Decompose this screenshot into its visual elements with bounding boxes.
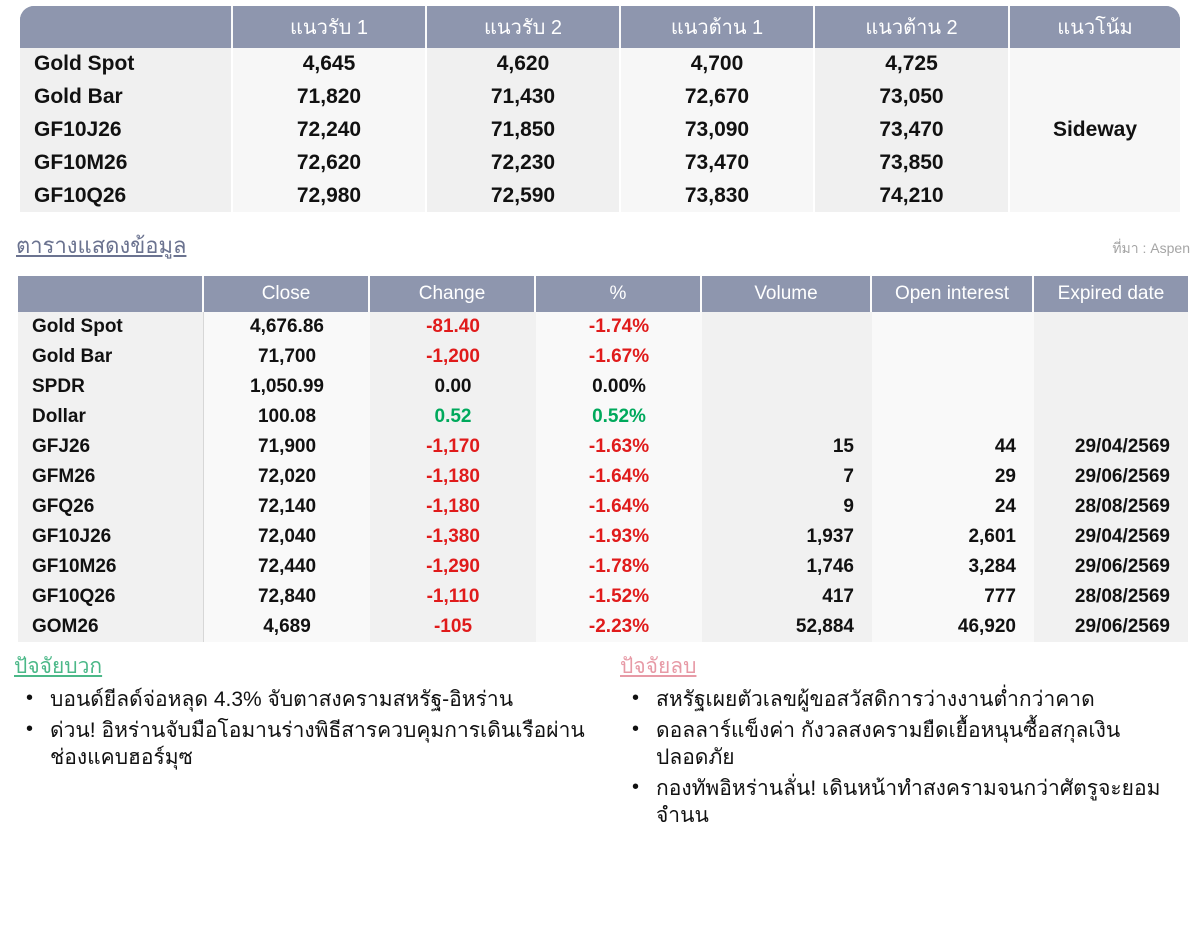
list-item: • สหรัฐเผยตัวเลขผู้ขอสวัสดิการว่างงานต่ำกว่าคาด <box>620 687 1190 714</box>
close-cell: 4,689 <box>263 616 311 637</box>
open-interest-cell: 24 <box>994 496 1016 517</box>
trend-value: Sideway <box>1052 118 1138 141</box>
open-interest-cell: 44 <box>994 436 1016 457</box>
close-cell: 1,050.99 <box>250 376 324 397</box>
data-header-blank <box>18 276 204 312</box>
percent-cell: -1.64% <box>588 496 650 517</box>
close-cell: 71,900 <box>257 436 317 457</box>
summary-value-cell: 71,430 <box>490 85 556 109</box>
percent-cell: -1.52% <box>588 586 650 607</box>
summary-header-resistance-1: แนวต้าน 1 <box>621 6 815 48</box>
summary-value-cell: 71,850 <box>490 117 556 141</box>
expired-date-cell <box>1034 342 1188 372</box>
data-column-change <box>370 312 536 642</box>
summary-name-cell: Gold Spot <box>34 52 135 76</box>
change-cell: -1,170 <box>426 436 480 457</box>
data-name-cell: GF10M26 <box>32 556 117 577</box>
summary-value-cell: 72,240 <box>296 117 362 141</box>
data-table-header-row <box>18 276 1188 312</box>
data-name-cell: GF10J26 <box>32 526 112 547</box>
summary-header-support-2: แนวรับ 2 <box>427 6 621 48</box>
percent-cell: -1.67% <box>588 346 650 367</box>
volume-cell: 7 <box>843 466 854 487</box>
change-cell: 0.52 <box>434 406 472 427</box>
expired-date-cell: 29/06/2569 <box>1074 466 1170 487</box>
summary-name-cell: GF10Q26 <box>34 183 127 207</box>
negative-factors-list <box>620 687 1190 829</box>
expired-date-cell: 29/04/2569 <box>1074 436 1170 457</box>
percent-cell: 0.00% <box>592 376 646 397</box>
summary-header-support-1: แนวรับ 1 <box>233 6 427 48</box>
volume-cell: 417 <box>822 586 854 607</box>
summary-column-trend <box>1010 48 1180 212</box>
percent-cell: -1.93% <box>588 526 650 547</box>
percent-cell: -1.78% <box>588 556 650 577</box>
close-cell: 72,440 <box>257 556 317 577</box>
percent-cell: -2.23% <box>588 616 650 637</box>
negative-factors-column <box>620 650 1190 833</box>
summary-value-cell: 72,620 <box>296 150 362 174</box>
volume-cell: 1,937 <box>806 526 854 547</box>
close-cell: 72,840 <box>257 586 317 607</box>
summary-value-cell: 73,050 <box>879 85 944 109</box>
summary-value-cell: 4,620 <box>496 52 550 76</box>
volume-cell: 9 <box>843 496 854 517</box>
support-resistance-table <box>20 6 1180 212</box>
expired-date-cell: 29/06/2569 <box>1074 616 1170 637</box>
percent-cell: -1.64% <box>588 466 650 487</box>
data-column-expired-date <box>1034 312 1188 642</box>
volume-cell <box>702 312 872 342</box>
percent-cell: 0.52% <box>592 406 646 427</box>
summary-value-cell: 73,830 <box>684 183 750 207</box>
data-name-cell: GFJ26 <box>32 436 91 457</box>
summary-value-cell: 73,470 <box>879 117 944 141</box>
change-cell: -81.40 <box>426 316 480 337</box>
open-interest-cell <box>872 312 1034 342</box>
summary-name-cell: Gold Bar <box>34 85 123 109</box>
close-cell: 4,676.86 <box>250 316 324 337</box>
open-interest-cell: 46,920 <box>957 616 1016 637</box>
summary-column-name <box>20 48 233 212</box>
data-column-volume <box>702 312 872 642</box>
summary-value-cell: 74,210 <box>879 183 944 207</box>
data-column-open-interest <box>872 312 1034 642</box>
volume-cell <box>702 402 872 432</box>
data-table-body <box>18 312 1188 642</box>
expired-date-cell: 29/04/2569 <box>1074 526 1170 547</box>
volume-cell <box>702 342 872 372</box>
summary-value-cell: 73,090 <box>684 117 750 141</box>
expired-date-cell: 28/08/2569 <box>1074 496 1170 517</box>
expired-date-cell: 28/08/2569 <box>1074 586 1170 607</box>
volume-cell <box>702 372 872 402</box>
summary-value-cell: 72,980 <box>296 183 362 207</box>
open-interest-cell <box>872 402 1034 432</box>
data-header-expired-date: Expired date <box>1034 276 1188 312</box>
source-label: ที่มา : Aspen <box>1112 240 1190 256</box>
list-item: • ดอลลาร์แข็งค่า กังวลสงครามยืดเยื้อหนุนซื้อสกุลเงินปลอดภัย <box>620 718 1190 772</box>
change-cell: -1,200 <box>426 346 480 367</box>
data-column-percent <box>536 312 702 642</box>
data-name-cell: GOM26 <box>32 616 99 637</box>
expired-date-cell: 29/06/2569 <box>1074 556 1170 577</box>
close-cell: 72,040 <box>257 526 317 547</box>
data-name-cell: Dollar <box>32 406 86 427</box>
summary-value-cell: 72,230 <box>490 150 556 174</box>
summary-table-header-row <box>20 6 1180 48</box>
data-header-open-interest: Open interest <box>872 276 1034 312</box>
expired-date-cell <box>1034 372 1188 402</box>
market-data-table <box>18 276 1188 642</box>
open-interest-cell <box>872 372 1034 402</box>
summary-table-body <box>20 48 1180 212</box>
open-interest-cell: 29 <box>994 466 1016 487</box>
change-cell: -1,290 <box>426 556 480 577</box>
summary-column-resistance-2 <box>815 48 1010 212</box>
list-item: • ด่วน! อิหร่านจับมือโอมานร่างพิธีสารควบคุมการเดินเรือผ่านช่องแคบฮอร์มุซ <box>14 718 594 772</box>
positive-factors-list <box>14 687 594 772</box>
summary-name-cell: GF10M26 <box>34 150 128 174</box>
summary-value-cell: 72,670 <box>684 85 750 109</box>
list-item: • กองทัพอิหร่านลั่น! เดินหน้าทำสงครามจนกว่าศัตรูจะยอมจำนน <box>620 776 1190 830</box>
volume-cell: 52,884 <box>795 616 854 637</box>
open-interest-cell: 2,601 <box>968 526 1016 547</box>
summary-value-cell: 73,850 <box>879 150 944 174</box>
expired-date-cell <box>1034 312 1188 342</box>
summary-value-cell: 72,590 <box>490 183 556 207</box>
expired-date-cell <box>1034 402 1188 432</box>
data-header-percent: % <box>536 276 702 312</box>
summary-column-resistance-1 <box>621 48 815 212</box>
data-column-close <box>204 312 370 642</box>
data-name-cell: SPDR <box>32 376 85 397</box>
summary-column-support-2 <box>427 48 621 212</box>
close-cell: 72,140 <box>257 496 317 517</box>
summary-column-support-1 <box>233 48 427 212</box>
close-cell: 100.08 <box>257 406 317 427</box>
summary-header-trend: แนวโน้ม <box>1010 6 1180 48</box>
percent-cell: -1.74% <box>588 316 650 337</box>
summary-header-blank <box>20 6 233 48</box>
list-item: • บอนด์ยีลด์จ่อหลุด 4.3% จับตาสงครามสหรัฐ-อิหร่าน <box>14 687 594 714</box>
summary-value-cell: 4,645 <box>302 52 356 76</box>
summary-value-cell: 4,725 <box>885 52 938 76</box>
data-column-name <box>18 312 204 642</box>
data-header-change: Change <box>370 276 536 312</box>
close-cell: 72,020 <box>257 466 317 487</box>
volume-cell: 15 <box>832 436 854 457</box>
summary-value-cell: 71,820 <box>296 85 362 109</box>
open-interest-cell: 777 <box>984 586 1016 607</box>
negative-factors-title: ปัจจัยลบ <box>620 655 697 678</box>
positive-factors-column <box>14 650 594 776</box>
open-interest-cell <box>872 342 1034 372</box>
summary-value-cell: 4,700 <box>690 52 744 76</box>
data-name-cell: GF10Q26 <box>32 586 116 607</box>
data-name-cell: GFM26 <box>32 466 96 487</box>
change-cell: -1,110 <box>426 586 480 607</box>
volume-cell: 1,746 <box>806 556 854 577</box>
open-interest-cell: 3,284 <box>968 556 1016 577</box>
data-name-cell: GFQ26 <box>32 496 95 517</box>
percent-cell: -1.63% <box>588 436 650 457</box>
close-cell: 71,700 <box>257 346 317 367</box>
data-name-cell: Gold Bar <box>32 346 113 367</box>
data-header-volume: Volume <box>702 276 872 312</box>
summary-name-cell: GF10J26 <box>34 117 122 141</box>
data-table-title: ตารางแสดงข้อมูล <box>16 233 187 258</box>
data-header-close: Close <box>204 276 370 312</box>
change-cell: -1,380 <box>426 526 480 547</box>
positive-factors-title: ปัจจัยบวก <box>14 655 103 678</box>
summary-header-resistance-2: แนวต้าน 2 <box>815 6 1010 48</box>
change-cell: -105 <box>433 616 473 637</box>
change-cell: 0.00 <box>434 376 472 397</box>
change-cell: -1,180 <box>426 466 480 487</box>
data-name-cell: Gold Spot <box>32 316 123 337</box>
change-cell: -1,180 <box>426 496 480 517</box>
summary-value-cell: 73,470 <box>684 150 750 174</box>
